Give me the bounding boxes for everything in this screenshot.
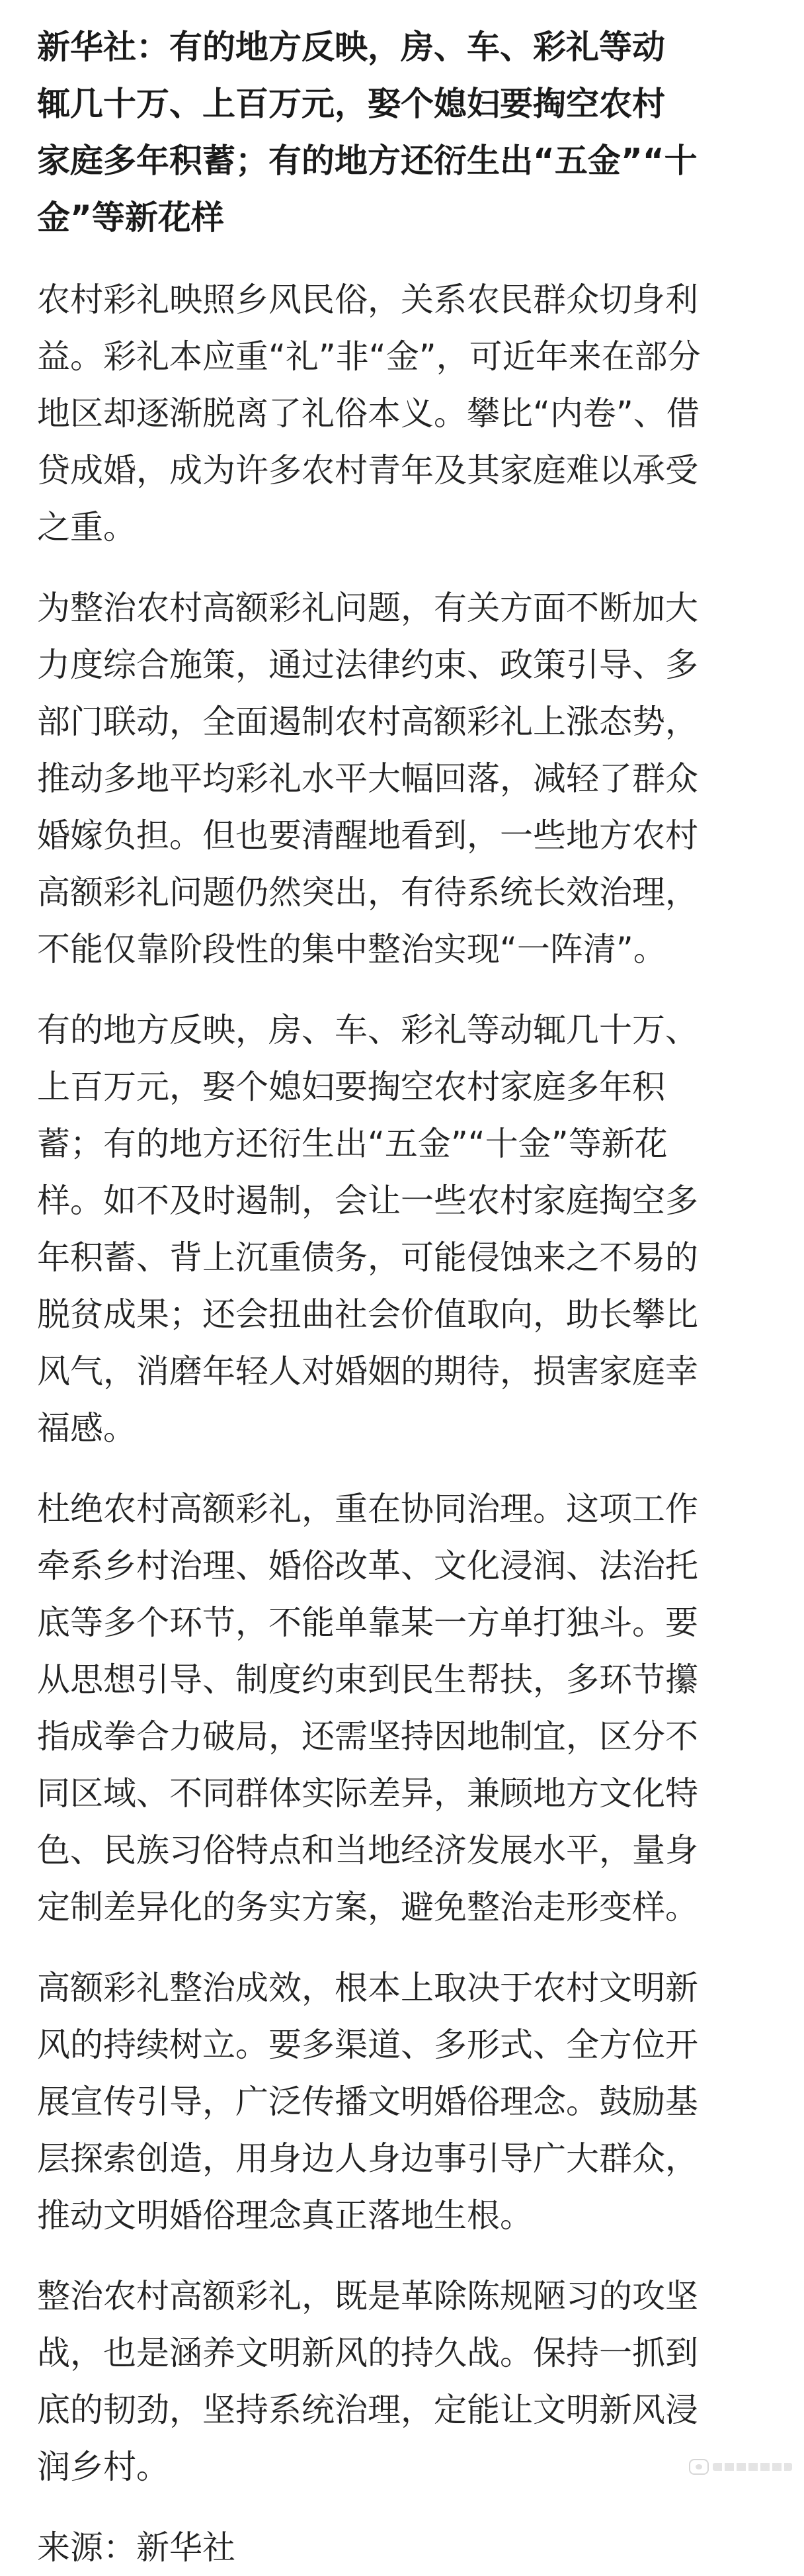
article [37, 19, 771, 2576]
paragraph-line: 贷成婚，成为许多农村青年及其家庭难以承受 [37, 451, 698, 490]
paragraph-line: 福感。 [37, 1409, 136, 1447]
paragraph-line: 展宣传引导，广泛传播文明婚俗理念。鼓励基 [37, 2082, 698, 2121]
paragraph-line: 杜绝农村高额彩礼，重在协同治理。这项工作 [37, 1490, 698, 1528]
paragraph-line: 同区域、不同群体实际差异，兼顾地方文化特 [37, 1774, 698, 1813]
paragraph-line: 婚嫁负担。但也要清醒地看到，一些地方农村 [37, 816, 698, 855]
paragraph-line: 脱贫成果；还会扭曲社会价值取向，助长攀比 [37, 1295, 698, 1334]
watermark [689, 2457, 792, 2477]
paragraph-line: 色、民族习俗特点和当地经济发展水平，量身 [37, 1831, 698, 1869]
paragraph-line: 定制差异化的务实方案，避免整治走形变样。 [37, 1888, 698, 1926]
paragraph-line: 整治农村高额彩礼，既是革除陈规陋习的攻坚 [37, 2277, 698, 2315]
paragraph-3 [37, 1002, 771, 1457]
headline-line: 金”等新花样 [37, 198, 224, 237]
paragraph-line: 为整治农村高额彩礼问题，有关方面不断加大 [37, 589, 698, 627]
paragraph-line: 推动多地平均彩礼水平大幅回落，减轻了群众 [37, 759, 698, 798]
headline-line: 家庭多年积蓄；有的地方还衍生出“五金”“十 [37, 142, 698, 180]
paragraph-line: 推动文明婚俗理念真正落地生根。 [37, 2196, 533, 2235]
paragraph-line: 润乡村。 [37, 2448, 169, 2486]
headline-line: 辄几十万、上百万元，娶个媳妇要掏空农村 [37, 85, 665, 123]
paragraph-line: 底等多个环节，不能单靠某一方单打独斗。要 [37, 1604, 698, 1642]
paragraph-line: 地区却逐渐脱离了礼俗本义。攀比“内卷”、借 [37, 394, 700, 433]
paragraph-5 [37, 1959, 771, 2244]
paragraph-1 [37, 271, 771, 556]
paragraph-2 [37, 580, 771, 978]
watermark-text [713, 2463, 792, 2471]
camera-icon [689, 2459, 709, 2475]
paragraph-line: 益。彩礼本应重“礼”非“金”，可近年来在部分 [37, 337, 701, 376]
paragraph-line: 农村彩礼映照乡风民俗，关系农民群众切身利 [37, 280, 698, 319]
paragraph-line: 不能仅靠阶段性的集中整治实现“一阵清”。 [37, 930, 666, 968]
paragraph-line: 之重。 [37, 508, 136, 546]
paragraph-line: 部门联动，全面遏制农村高额彩礼上涨态势， [37, 703, 698, 741]
article-source: 来源：新华社 [37, 2528, 235, 2567]
paragraph-line: 牵系乡村治理、婚俗改革、文化浸润、法治托 [37, 1547, 698, 1585]
paragraph-4 [37, 1481, 771, 1936]
paragraph-line: 样。如不及时遏制，会让一些农村家庭掏空多 [37, 1181, 698, 1220]
article-headline [37, 19, 771, 246]
paragraph-line: 上百万元，娶个媳妇要掏空农村家庭多年积 [37, 1068, 665, 1106]
paragraph-line: 风的持续树立。要多渠道、多形式、全方位开 [37, 2026, 698, 2064]
paragraph-line: 有的地方反映，房、车、彩礼等动辄几十万、 [37, 1011, 698, 1049]
paragraph-line: 年积蓄、背上沉重债务，可能侵蚀来之不易的 [37, 1238, 698, 1277]
paragraph-line: 高额彩礼问题仍然突出，有待系统长效治理， [37, 873, 698, 912]
paragraph-line: 蓄；有的地方还衍生出“五金”“十金”等新花 [37, 1125, 668, 1163]
paragraph-line: 底的韧劲，坚持系统治理，定能让文明新风浸 [37, 2391, 698, 2429]
paragraph-line: 指成拳合力破局，还需坚持因地制宜，区分不 [37, 1717, 698, 1756]
paragraph-line: 力度综合施策，通过法律约束、政策引导、多 [37, 646, 698, 684]
paragraph-line: 风气，消磨年轻人对婚姻的期待，损害家庭幸 [37, 1352, 698, 1391]
paragraph-line: 从思想引导、制度约束到民生帮扶，多环节攥 [37, 1660, 698, 1699]
paragraph-line: 高额彩礼整治成效，根本上取决于农村文明新 [37, 1969, 698, 2007]
paragraph-line: 层探索创造，用身边人身边事引导广大群众， [37, 2139, 698, 2178]
paragraph-line: 战，也是涵养文明新风的持久战。保持一抓到 [37, 2334, 698, 2372]
paragraph-6 [37, 2268, 771, 2495]
headline-line: 新华社：有的地方反映，房、车、彩礼等动 [37, 28, 665, 66]
